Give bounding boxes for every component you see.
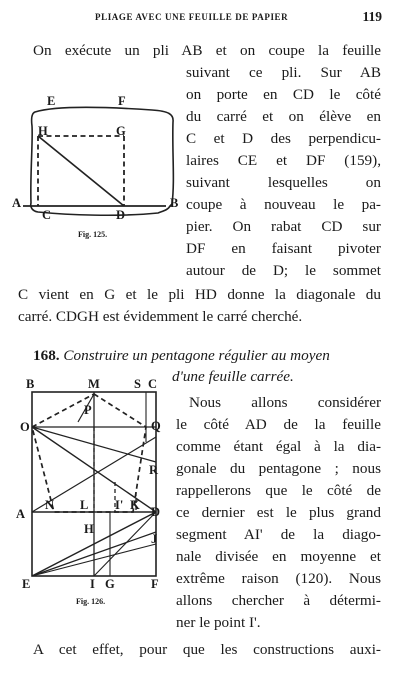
fig126-label-N: N [45, 498, 55, 512]
fig125-label-H: H [38, 124, 48, 138]
section-168-line: rappellerons que le côté de [176, 482, 381, 499]
fig125-label-E: E [47, 94, 56, 108]
fig126-label-G: G [105, 577, 115, 591]
fig126-label-F: F [151, 577, 159, 591]
fig125-label-D: D [116, 208, 126, 222]
section-168-title-line2: d'une feuille carrée. [172, 368, 294, 385]
para1-right-line: C et D des perpendicu- [186, 130, 381, 147]
page-header [0, 9, 400, 32]
fig126-label-J: J [151, 532, 158, 546]
fig126-label-I-prime: I' [115, 498, 124, 512]
para1-right-line: on porte en CD le côté [186, 86, 381, 103]
fig126-label-O: O [20, 420, 30, 434]
section-168-line: le côté AD de la feuille [176, 416, 381, 433]
fig126-label-E: E [22, 577, 31, 591]
running-head: PLIAGE AVEC UNE FEUILLE DE PAPIER [95, 12, 289, 22]
para1-right-line: laires CE et DF (159), [186, 152, 381, 169]
fig125-label-B: B [170, 196, 179, 210]
fig125-label-C: C [42, 208, 52, 222]
fig126-label-D: D [151, 505, 161, 519]
section-168-line: comme étant égal à la dia- [176, 438, 381, 455]
figure-126 [16, 377, 178, 612]
section-168-last-line: A cet effet, pour que les constructions auxi- [33, 641, 381, 658]
figure-125-caption: Fig. 125. [78, 230, 108, 239]
section-number: 168. [33, 347, 60, 364]
para1-right-line: suivant ce pli. Sur AB [186, 64, 381, 81]
fig126-label-M: M [88, 377, 100, 391]
section-title: Construire un pentagone régulier au moyen [63, 347, 330, 364]
fig126-label-Q: Q [151, 419, 161, 433]
section-168-line: allons chercher à détermi- [176, 592, 381, 609]
fig126-label-A: A [16, 507, 26, 521]
fig126-label-R: R [149, 463, 159, 477]
para1-line-1: On exécute un pli AB et on coupe la feuille [33, 42, 381, 59]
fig126-label-L: L [80, 498, 89, 512]
fig126-label-H: H [84, 522, 94, 536]
section-168-title-line1 [33, 346, 383, 366]
fig125-label-F: F [118, 94, 126, 108]
fig126-label-I: I [90, 577, 95, 591]
fig126-label-K: K [130, 498, 140, 512]
section-168-line: nale divisée en moyenne et [176, 548, 381, 565]
para1-right-line: DF en faisant pivoter [186, 240, 381, 257]
figure-125-drawing [18, 96, 188, 276]
fig126-label-B: B [26, 377, 35, 391]
section-168-line: extrême raison (120). Nous [176, 570, 381, 587]
fig125-label-A: A [12, 196, 22, 210]
para1-right-line: coupe à nouveau le pa- [186, 196, 381, 213]
section-168-line: Nous allons considérer [189, 394, 381, 411]
section-168-line: segment AI' de la diago- [176, 526, 381, 543]
para1-right-line: pier. On rabat CD sur [186, 218, 381, 235]
para1-full-line: C vient en G et le pli HD donne la diagonale du [18, 286, 381, 303]
section-168-line: gonale du pentagone ; nous [176, 460, 381, 477]
fig126-label-S: S [134, 377, 141, 391]
fig126-label-P: P [84, 403, 92, 417]
para1-right-line: suivant lesquelles on [186, 174, 381, 191]
figure-125 [12, 94, 188, 276]
para1-full-line: carré. CDGH est évidemment le carré cherché. [18, 308, 303, 325]
page-number: 119 [362, 9, 382, 24]
fig125-label-G: G [116, 124, 126, 138]
fig126-label-C: C [148, 377, 158, 391]
section-168-line: ce dernier est le plus grand [176, 504, 381, 521]
para1-right-line: autour de D; le sommet [186, 262, 381, 279]
figure-126-caption: Fig. 126. [76, 597, 106, 606]
section-168-line: ner le point I'. [176, 614, 261, 631]
para1-right-line: du carré et on élève en [186, 108, 381, 125]
